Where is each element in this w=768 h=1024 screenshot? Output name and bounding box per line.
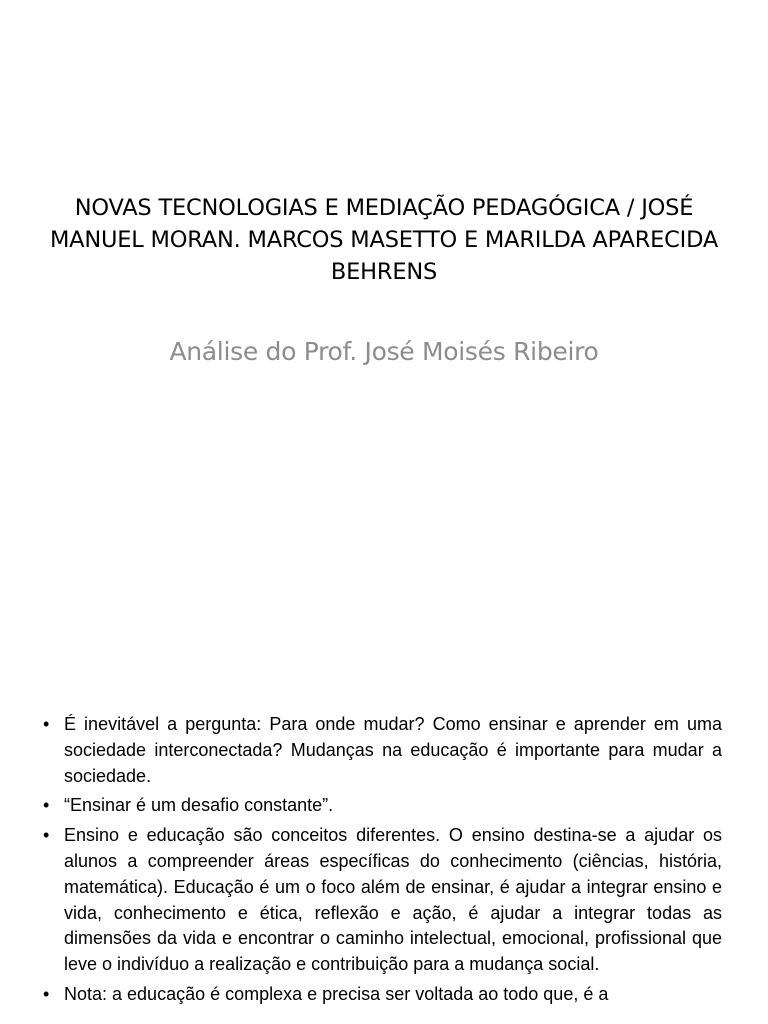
- bullet-list: [40, 712, 722, 1012]
- bullet-text: Nota: a educação é complexa e precisa ser voltada ao todo que, é a: [64, 983, 609, 1004]
- bullet-item: [40, 793, 722, 819]
- bullet-icon: •: [43, 795, 50, 816]
- bullet-item: [40, 823, 722, 978]
- bullet-icon: •: [43, 714, 50, 734]
- content-slide: [0, 576, 768, 1024]
- bullet-text: Ensino e educação são conceitos diferentes. O ensino destina-se a ajudar os alunos a compreender áreas específicas do conhecimento (ciências, história, matemática). Educação é um o foco além de ensinar, é ajudar a integrar ensino e vida, conhecimento e ética, reflexão e ação, é ajudar a integrar todas as dimensões da vida e encontrar o caminho intelectual, emocional, profissional que leve o indivíduo a realização e contribuição para a mudança social.: [64, 825, 722, 975]
- bullet-item: [40, 982, 722, 1008]
- slide-title: NOVAS TECNOLOGIAS E MEDIAÇÃO PEDAGÓGICA / JOSÉ MANUEL MORAN. MARCOS MASETTO E MARILDA APARECIDA BEHRENS: [49, 195, 719, 285]
- bullet-item: [40, 712, 722, 789]
- bullet-icon: •: [43, 825, 50, 846]
- slide-subtitle: Análise do Prof. José Moisés Ribeiro: [169, 337, 599, 366]
- bullet-text: “Ensinar é um desafio constante”.: [64, 795, 334, 816]
- bullet-icon: •: [43, 983, 50, 1004]
- bullet-text: É inevitável a pergunta: Para onde mudar? Como ensinar e aprender em uma sociedade interconectada? Mudanças na educação é importante para mudar a sociedade.: [64, 714, 722, 786]
